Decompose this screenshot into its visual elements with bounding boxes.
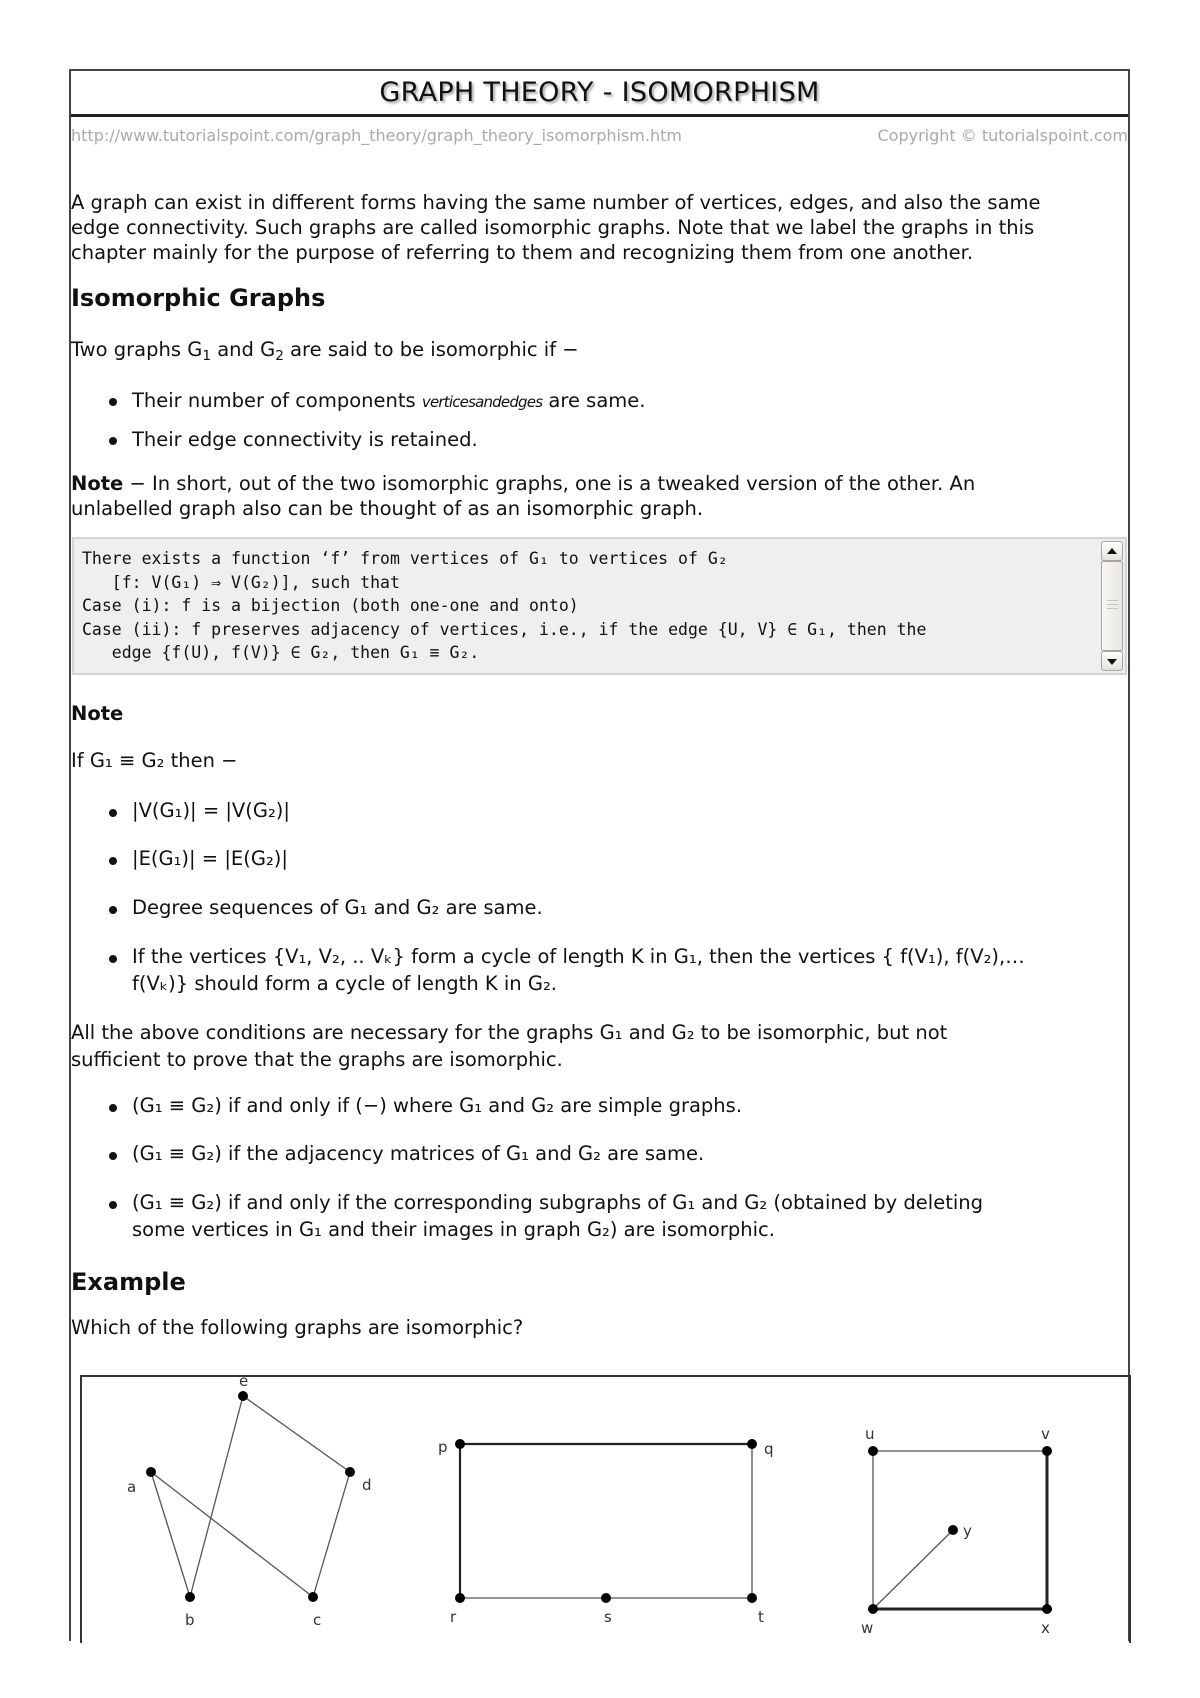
list-item: |V(G₁)| = |V(G₂)| <box>132 799 290 822</box>
example-figure <box>80 1375 1131 1643</box>
intro-line: A graph can exist in different forms having the same number of vertices, edges, and also the same <box>71 191 1041 214</box>
vertex-e <box>238 1391 248 1401</box>
vertex-label-w: w <box>861 1619 874 1637</box>
vertex-label-a: a <box>127 1478 137 1496</box>
conditions-paragraph-line2: sufficient to prove that the graphs are isomorphic. <box>71 1048 563 1071</box>
list-item: (G₁ ≡ G₂) if and only if the corresponding subgraphs of G₁ and G₂ (obtained by deleting <box>132 1191 984 1214</box>
vertex-p <box>455 1439 465 1449</box>
vertex-t <box>747 1593 757 1603</box>
title-divider <box>71 114 1128 117</box>
list-item-italic: verticesandedges <box>421 393 543 411</box>
bullet-icon <box>109 1104 117 1112</box>
vertex-label-u: u <box>865 1425 875 1443</box>
copyright-notice: Copyright © tutorialspoint.com <box>877 126 1128 145</box>
list-item-text: are same. <box>542 389 646 412</box>
vertex-label-s: s <box>604 1608 612 1626</box>
list-item-continuation: some vertices in G₁ and their images in graph G₂) are isomorphic. <box>132 1218 775 1241</box>
vertex-s <box>601 1593 611 1603</box>
vertex-x <box>1042 1604 1052 1614</box>
scroll-thumb[interactable] <box>1101 561 1123 651</box>
vertex-y <box>948 1525 958 1535</box>
code-text <box>82 547 926 665</box>
subscript: 2 <box>275 348 284 364</box>
code-scrollbar[interactable] <box>1101 541 1123 671</box>
vertex-u <box>868 1446 878 1456</box>
edge-d-c <box>313 1472 350 1597</box>
vertex-label-c: c <box>313 1611 322 1629</box>
vertex-r <box>455 1593 465 1603</box>
arrow-down-icon <box>1107 659 1117 665</box>
bullet-icon <box>109 955 117 963</box>
note-lead: If G₁ ≡ G₂ then − <box>71 749 238 772</box>
vertex-label-x: x <box>1041 1619 1050 1637</box>
note-heading: Note <box>71 702 124 725</box>
note-paragraph-line2: unlabelled graph also can be thought of as an isomorphic graph. <box>71 497 704 520</box>
example-question: Which of the following graphs are isomorphic? <box>71 1316 524 1339</box>
vertex-d <box>345 1467 355 1477</box>
list-item <box>132 387 645 416</box>
code-line: Case (i): f is a bijection (both one-one and onto) <box>82 596 579 615</box>
bullet-icon <box>109 398 117 406</box>
note-paragraph <box>71 471 975 496</box>
vertex-v <box>1042 1446 1052 1456</box>
list-item-text: Their number of components <box>132 389 422 412</box>
vertex-b <box>185 1592 195 1602</box>
code-block[interactable] <box>72 537 1127 675</box>
list-item: (G₁ ≡ G₂) if the adjacency matrices of G₁ and G₂ are same. <box>132 1142 705 1165</box>
definition-lead <box>71 337 579 369</box>
bullet-icon <box>109 809 117 817</box>
scroll-up-button[interactable] <box>1101 541 1123 561</box>
code-line: There exists a function ‘f’ from vertices of G₁ to vertices of G₂ <box>82 549 728 568</box>
conditions-paragraph: All the above conditions are necessary for the graphs G₁ and G₂ to be isomorphic, but not <box>71 1021 948 1044</box>
list-item: |E(G₁)| = |E(G₂)| <box>132 847 288 870</box>
lead-text: and G <box>211 338 276 361</box>
note-text: − In short, out of the two isomorphic graphs, one is a tweaked version of the other. An <box>123 472 976 495</box>
edge-a-c <box>151 1472 313 1597</box>
bullet-icon <box>109 906 117 914</box>
vertex-label-y: y <box>963 1522 972 1540</box>
bullet-icon <box>109 857 117 865</box>
lead-text: Two graphs G <box>71 338 203 361</box>
list-item: Degree sequences of G₁ and G₂ are same. <box>132 896 543 919</box>
list-item-continuation: f(Vₖ)} should form a cycle of length K in G₂. <box>132 972 557 995</box>
edge-a-b <box>151 1472 190 1597</box>
subscript: 1 <box>202 348 211 364</box>
grip-line <box>1107 600 1118 601</box>
bullet-icon <box>109 1201 117 1209</box>
vertex-label-e: e <box>239 1377 249 1390</box>
intro-line: edge connectivity. Such graphs are called isomorphic graphs. Note that we label the graphs in this <box>71 216 1035 239</box>
page <box>69 69 1130 1641</box>
vertex-c <box>308 1592 318 1602</box>
bullet-icon <box>109 1152 117 1160</box>
vertex-label-p: p <box>438 1438 448 1456</box>
list-item: (G₁ ≡ G₂) if and only if (−) where G₁ and G₂ are simple graphs. <box>132 1094 743 1117</box>
edge-b-e <box>190 1396 243 1597</box>
vertex-label-b: b <box>185 1611 195 1629</box>
example-heading: Example <box>71 1268 186 1296</box>
page-title: GRAPH THEORY - ISOMORPHISM <box>379 77 820 108</box>
list-item: Their edge connectivity is retained. <box>132 428 478 451</box>
scroll-down-button[interactable] <box>1101 651 1123 671</box>
source-url[interactable]: http://www.tutorialspoint.com/graph_theory/graph_theory_isomorphism.htm <box>71 126 682 145</box>
vertex-label-d: d <box>362 1476 372 1494</box>
vertex-q <box>747 1439 757 1449</box>
arrow-up-icon <box>1107 548 1117 554</box>
vertex-label-q: q <box>764 1440 774 1458</box>
graphs-diagram <box>82 1377 1129 1643</box>
vertex-a <box>146 1467 156 1477</box>
bullet-icon <box>109 437 117 445</box>
intro-line: chapter mainly for the purpose of referring to them and recognizing them from one another. <box>71 241 974 264</box>
vertex-label-r: r <box>450 1608 457 1626</box>
note-label: Note <box>71 472 124 495</box>
list-item: If the vertices {V₁, V₂, .. Vₖ} form a cycle of length K in G₁, then the vertices { f(V₁), f(V₂),… <box>132 945 1025 968</box>
code-line: [f: V(G₁) ⇒ V(G₂)], such that <box>82 572 400 592</box>
code-line: Case (ii): f preserves adjacency of vertices, i.e., if the edge {U, V} ∈ G₁, then the <box>82 619 927 639</box>
section-heading-isomorphic-graphs: Isomorphic Graphs <box>71 284 326 312</box>
code-line: edge {f(U), f(V)} ∈ G₂, then G₁ ≡ G₂. <box>82 643 480 662</box>
vertex-w <box>868 1604 878 1614</box>
edge-w-y <box>873 1530 953 1609</box>
vertex-label-t: t <box>758 1608 764 1626</box>
vertex-label-v: v <box>1041 1425 1050 1443</box>
grip-line <box>1107 608 1118 609</box>
grip-line <box>1107 604 1118 605</box>
lead-text: are said to be isomorphic if − <box>283 338 579 361</box>
edge-e-d <box>243 1396 350 1472</box>
